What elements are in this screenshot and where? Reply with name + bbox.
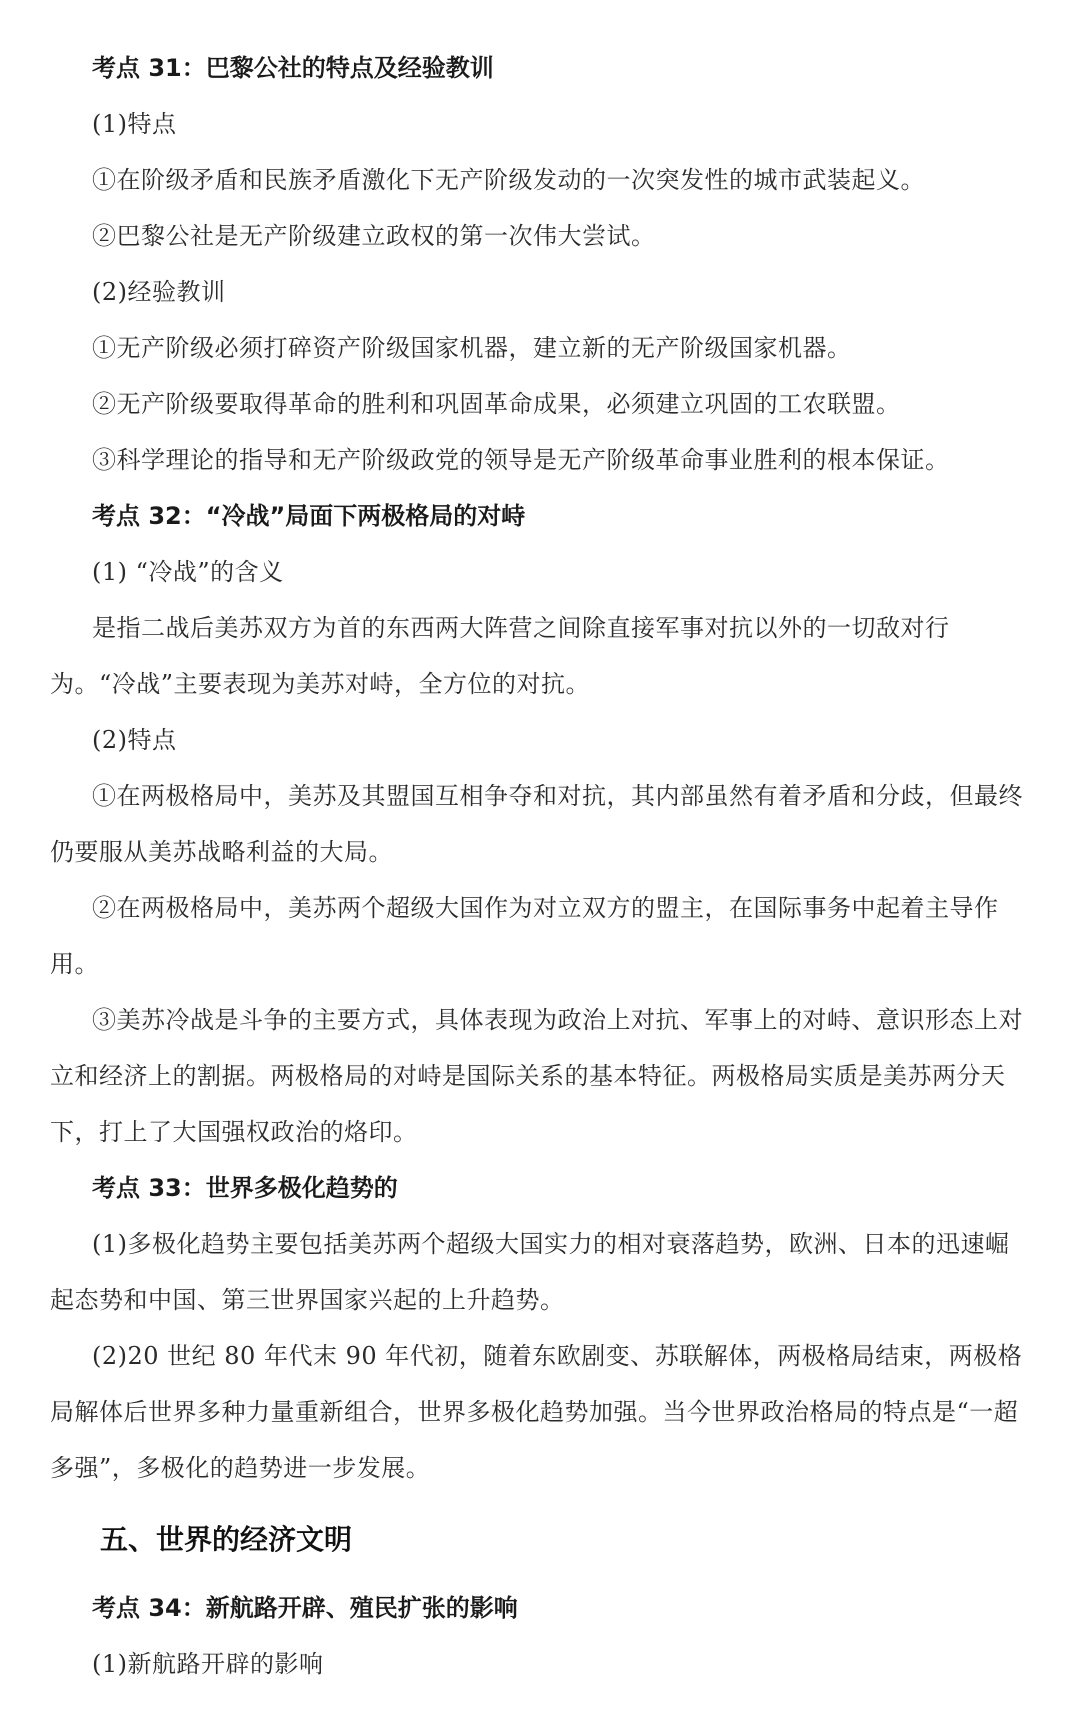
section-five-title: 五、世界的经济文明: [100, 1523, 353, 1556]
k31-item-1: ①在阶级矛盾和民族矛盾激化下无产阶级发动的一次突发性的城市武装起义。: [92, 166, 925, 194]
k31-title: 考点 31：巴黎公社的特点及经验教训: [92, 54, 494, 82]
k32-item-1: ①在两极格局中，美苏及其盟国互相争夺和对抗，其内部虽然有着矛盾和分歧，但最终仍要服从美苏战略利益的大局。: [50, 782, 1023, 866]
k32-subheading-meaning: (1) “冷战”的含义: [92, 558, 284, 586]
k31-item-5: ③科学理论的指导和无产阶级政党的领导是无产阶级革命事业胜利的根本保证。: [92, 446, 950, 474]
k34-subheading-impact: (1)新航路开辟的影响: [92, 1650, 324, 1678]
k32-subheading-features: (2)特点: [92, 726, 177, 754]
k33-item-2: (2)20 世纪 80 年代末 90 年代初，随着东欧剧变、苏联解体，两极格局结束，两极格局解体后世界多种力量重新组合，世界多极化趋势加强。当今世界政治格局的特点是“一超多强”，多极化的趋势进一步发展。: [50, 1342, 1023, 1482]
k31-item-2: ②巴黎公社是无产阶级建立政权的第一次伟大尝试。: [92, 222, 656, 250]
k33-title: 考点 33：世界多极化趋势的: [92, 1174, 398, 1202]
k31-subheading-lessons: (2)经验教训: [92, 278, 226, 306]
k32-title: 考点 32：“冷战”局面下两极格局的对峙: [92, 502, 526, 530]
k32-paragraph-meaning: 是指二战后美苏双方为首的东西两大阵营之间除直接军事对抗以外的一切敌对行为。“冷战”主要表现为美苏对峙，全方位的对抗。: [50, 614, 950, 698]
k34-title: 考点 34：新航路开辟、殖民扩张的影响: [92, 1594, 518, 1622]
k33-item-1: (1)多极化趋势主要包括美苏两个超级大国实力的相对衰落趋势，欧洲、日本的迅速崛起态势和中国、第三世界国家兴起的上升趋势。: [50, 1230, 1010, 1314]
k31-subheading-features: (1)特点: [92, 110, 177, 138]
k32-item-2: ②在两极格局中，美苏两个超级大国作为对立双方的盟主，在国际事务中起着主导作用。: [50, 894, 999, 978]
k31-item-4: ②无产阶级要取得革命的胜利和巩固革命成果，必须建立巩固的工农联盟。: [92, 390, 901, 418]
k31-item-3: ①无产阶级必须打碎资产阶级国家机器，建立新的无产阶级国家机器。: [92, 334, 852, 362]
k32-item-3: ③美苏冷战是斗争的主要方式，具体表现为政治上对抗、军事上的对峙、意识形态上对立和经济上的割据。两极格局的对峙是国际关系的基本特征。两极格局实质是美苏两分天下，打上了大国强权政治的烙印。: [50, 1006, 1023, 1146]
